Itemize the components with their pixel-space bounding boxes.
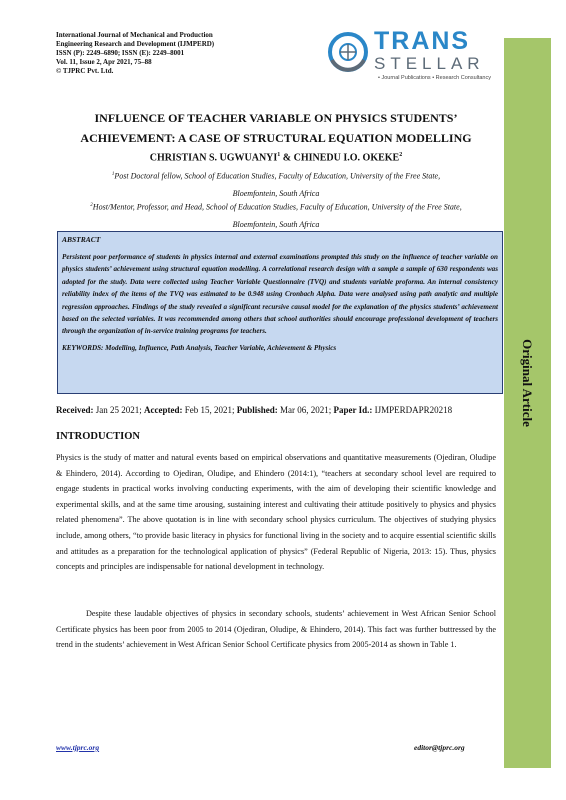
logo-tagline: • Journal Publications • Research Consultancy xyxy=(378,75,491,81)
published-label: Published: xyxy=(236,405,278,415)
accepted-label: Accepted: xyxy=(143,405,183,415)
journal-issn: ISSN (P): 2249–6890; ISSN (E): 2249–8001 xyxy=(56,49,185,57)
author-2-sup: 2 xyxy=(399,152,403,158)
affiliation-1-line1: Post Doctoral fellow, School of Education Studies, Faculty of Education, University of the Free State, xyxy=(114,171,441,181)
author-1: CHRISTIAN S. UGWUANYI xyxy=(149,152,278,164)
affiliation-2-line2: Bloemfontein, South Africa xyxy=(232,219,320,229)
journal-name-line2: Engineering Research and Development (IJMPERD) xyxy=(56,40,215,48)
affiliation-2-sup: 2 xyxy=(90,203,93,208)
abstract-keywords: KEYWORDS: Modelling, Influence, Path Analysis, Teacher Variable, Achievement & Physics xyxy=(62,343,337,352)
accepted-date: Feb 15, 2021; xyxy=(182,405,237,415)
introduction-heading: INTRODUCTION xyxy=(56,431,141,442)
journal-volume: Vol. 11, Issue 2, Apr 2021, 75–88 xyxy=(56,58,152,66)
introduction-paragraph-1: Physics is the study of matter and natural events based on empirical observations and quantitative measurements (Ojediran, Oludipe & Ehindero, 2014). According to Ojediran, Oludipe, and Ehindero (2014:1), “teachers at secondary school level are required to engage students in practical works involving conducting experiments, with the aim of developing their scientific knowledge and experimental skills, and at the same time arousing, sustaining interest and cultivating their attitude positively to physics and physics related phenomena”. The above quotation is in line with secondary school physics curriculum. The objectives of studying physics include, among others, “to provide basic literacy in physics for functional living in the society and to acquire essential scientific skills and attitudes as a preparation for the technological application of physics” (Federal Republic of Nigeria, 2013: 15). Thus, physics concepts and principles are indispensable for national development in technology. xyxy=(56,453,496,572)
author-1-sup: 1 xyxy=(277,152,281,158)
title-line1: INFLUENCE OF TEACHER VARIABLE ON PHYSICS STUDENTS’ xyxy=(94,111,458,125)
abstract-box xyxy=(57,231,503,394)
author-separator: & xyxy=(280,152,294,164)
journal-name-line1: International Journal of Mechanical and Production xyxy=(56,31,213,39)
abstract-body: Persistent poor performance of students in physics internal and external examinations prompted this study on the influence of teacher variable on physics students’ achievement using structural equation modelling. A correlational research design with a sample a sample of 630 respondents was adopted for the study. Data were collected using Teacher Variable Questionnaire (TVQ) and students variable proforma. An internal consistency reliability index of the items of the TVQ was estimated to be 0.948 using Cronbach Alpha. Data were analysed using path analytic and multiple regression approaches. Findings of the study revealed a significant recursive causal model for the explanation of the physics students’ achievement based on the selected variables. It was recommended among others that school authorities should encourage professional development of teachers through the organization of in-service training programs for teachers. xyxy=(62,253,498,336)
paper-id: IJMPERDAPR20218 xyxy=(372,405,453,415)
transstellar-logo xyxy=(326,28,496,88)
affiliation-1-line2: Bloemfontein, South Africa xyxy=(232,188,320,198)
footer-website-link[interactable]: www.tjprc.org xyxy=(56,743,100,752)
affiliation-1-sup: 1 xyxy=(111,172,115,177)
affiliation-2 xyxy=(56,197,496,233)
author-list xyxy=(56,152,496,163)
paper-title xyxy=(56,108,496,148)
logo-stellar-text: STELLAR xyxy=(374,54,485,73)
logo-trans-text: TRANS xyxy=(374,27,471,55)
received-label: Received: xyxy=(56,405,94,415)
published-date: Mar 06, 2021; xyxy=(277,405,334,415)
journal-info xyxy=(56,31,214,76)
received-date: Jan 25 2021; xyxy=(93,405,144,415)
abstract-heading: ABSTRACT xyxy=(62,235,101,244)
article-type-label: Original Article xyxy=(520,339,535,427)
journal-copyright: © TJPRC Pvt. Ltd. xyxy=(56,67,114,75)
footer-email[interactable]: editor@tjprc.org xyxy=(414,743,465,752)
introduction-paragraph-2: Despite these laudable objectives of physics in secondary schools, students’ achievement in West African Senior School Certificate physics has been poor from 2005 to 2014 (Ojediran, Oludipe, & Ehindero, 2014). This fact was further buttressed by the trend in the students’ achievement in West African Senior School Certificate physics from 2005-2014 as shown in Table 1. xyxy=(56,609,496,650)
author-2: CHINEDU I.O. OKEKE xyxy=(293,152,400,164)
publication-dates xyxy=(56,405,496,415)
paper-id-label: Paper Id.: xyxy=(333,405,373,415)
title-line2: ACHIEVEMENT: A CASE OF STRUCTURAL EQUATION MODELLING xyxy=(80,131,472,145)
globe-logo-icon xyxy=(326,30,370,74)
affiliation-2-line1: Host/Mentor, Professor, and Head, School of Education Studies, Faculty of Education, University of the Free State, xyxy=(92,202,462,212)
